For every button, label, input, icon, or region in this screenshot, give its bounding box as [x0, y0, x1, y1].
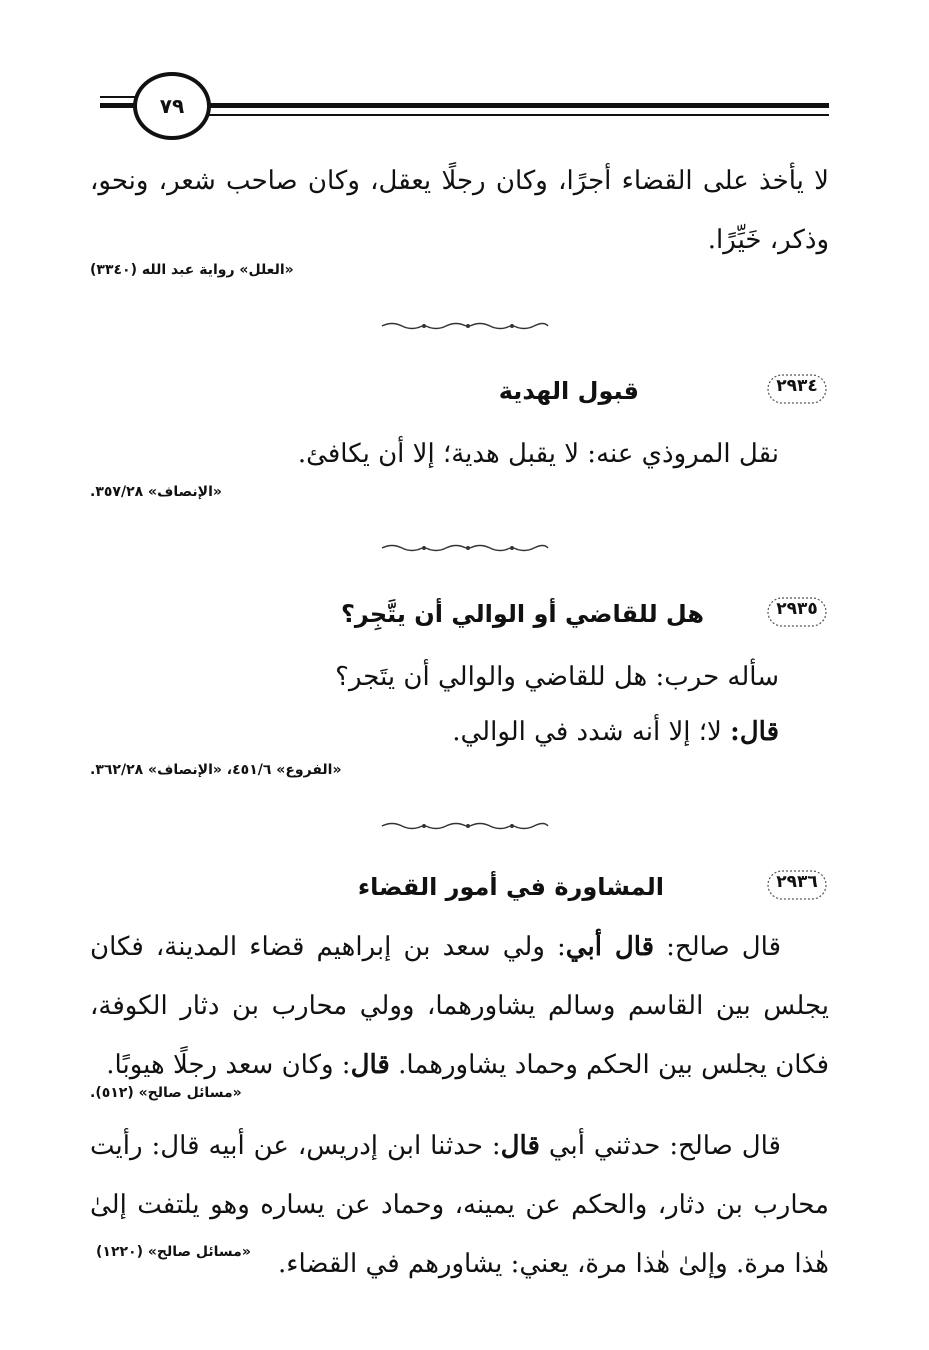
section-2936-paragraph-1	[90, 918, 829, 1095]
section-2934-reference: «الإنصاف» ٣٥٧/٢٨.	[90, 484, 222, 500]
section-number: ٢٩٣٦	[776, 872, 818, 892]
said-label: قال	[500, 1131, 540, 1161]
ornament-divider	[380, 821, 550, 831]
text-run: : وكان سعد رجلًا هيوبًا.	[106, 1050, 351, 1080]
intro-paragraph: لا يأخذ على القضاء أجرًا، وكان رجلًا يعقل، وكان صاحب شعر، ونحو، وذكر، خَيِّرًا.	[90, 166, 829, 255]
text-run: : حدثنا ابن إدريس، عن أبيه قال: رأيت محارب بن دثار، والحكم عن يمينه، وحماد عن يساره وهو يلتفت إلىٰ هٰذا مرة. وإلىٰ هٰذا مرة، يعني: يشاورهم في القضاء.	[90, 1131, 829, 1279]
said-label: قال:	[730, 717, 779, 747]
section-2935-question: سأله حرب: هل للقاضي والوالي أن يتَجر؟	[335, 662, 779, 692]
section-2934-text: نقل المروذي عنه: لا يقبل هدية؛ إلا أن يكافئ.	[297, 439, 779, 469]
section-2936-reference-1: «مسائل صالح» (٥١٢).	[90, 1085, 242, 1101]
said-label: قال أبي	[565, 932, 655, 962]
section-title: هل للقاضي أو الوالي أن يتَّجِر؟	[340, 600, 704, 628]
section-2935-answer	[90, 703, 779, 762]
section-title: قبول الهدية	[498, 377, 639, 405]
answer-text: لا؛ إلا أنه شدد في الوالي.	[452, 717, 731, 747]
section-2936-heading	[90, 864, 829, 914]
intro-reference: «العلل» رواية عبد الله (٣٣٤٠)	[90, 262, 294, 278]
text-run: قال صالح:	[654, 932, 781, 962]
text-run: : ولي سعد بن إبراهيم قضاء المدينة، فكان يجلس بين القاسم وسالم يشاورهما، وولي محارب بن دثار الكوفة، فكان يجلس بين الحكم وحماد يشاورهما.	[90, 932, 829, 1080]
header-rule-thin	[200, 114, 829, 116]
section-2934-heading	[90, 368, 829, 418]
section-2935-heading	[90, 591, 829, 641]
section-title: المشاورة في أمور القضاء	[357, 873, 664, 901]
section-2936-reference-2: «مسائل صالح» (١٢٢٠)	[90, 1244, 257, 1260]
text-run: قال صالح: حدثني أبي	[539, 1131, 781, 1161]
section-2936-paragraph-2	[90, 1117, 829, 1294]
said-label: قال	[350, 1050, 390, 1080]
section-number-badge	[765, 370, 829, 408]
section-number-badge	[765, 593, 829, 631]
ornament-divider	[380, 321, 550, 331]
section-2935-reference: «الفروع» ٤٥١/٦، «الإنصاف» ٣٦٢/٢٨.	[90, 762, 342, 778]
page-number: ٧٩	[133, 72, 211, 140]
section-number: ٢٩٣٥	[776, 599, 818, 619]
section-number-badge	[765, 866, 829, 904]
ornament-divider	[380, 543, 550, 553]
section-number: ٢٩٣٤	[776, 376, 818, 396]
